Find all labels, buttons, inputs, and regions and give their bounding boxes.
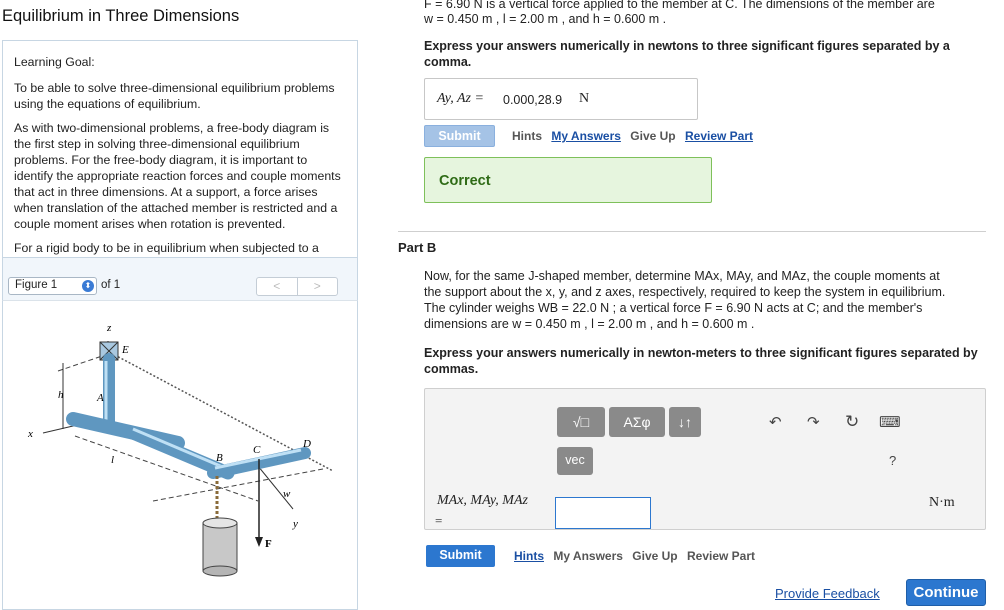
undo-icon[interactable]: ↶ [769,414,782,431]
j-member-diagram [3,301,359,610]
select-spinner-icon: ⬍ [82,280,94,292]
part-b-answer-label: MAx, MAy, MAz [437,493,528,508]
figure-area [2,300,358,610]
continue-button[interactable]: Continue [906,579,986,606]
label-A: A [97,392,104,404]
page-title: Equilibrium in Three Dimensions [2,7,240,25]
greek-symbols-button[interactable]: ΑΣφ [609,407,665,437]
correct-status: Correct [439,173,491,189]
part-b-heading: Part B [398,240,437,255]
part-b-give-up-link[interactable]: Give Up [632,549,678,563]
part-a-line-2: w = 0.450 m , l = 2.00 m , and h = 0.600 m . [424,12,667,26]
learning-goal-para-2: As with two-dimensional problems, a free-body diagram is the first step in solving three-dimensional equilibrium problems. For the free-body diagram, it is important to identify the appropriate reaction forces and couple moments that act in three dimensions. At a support, a force arises when translation of the attached member is restricted and a couple moment arises when rotation is prevented. [14,121,341,231]
figure-pager[interactable] [256,277,338,296]
part-a-submit-button[interactable]: Submit [424,125,495,147]
part-a-instruction: Express your answers numerically in newtons to three significant figures separated by a comma. [424,39,950,69]
member-long-hi [133,429,225,468]
part-b-equals: = [435,513,443,528]
figure-next-button[interactable]: > [297,278,338,295]
part-a-review-part-link[interactable]: Review Part [684,129,754,143]
part-b-line-4: dimensions are w = 0.450 m , l = 2.00 m , and h = 0.600 m . [424,317,755,331]
part-a-line-1: F = 6.90 N is a vertical force applied to the member at C. The dimensions of the member are [424,0,935,11]
correct-feedback [424,157,712,203]
part-b-line-2: the support about the x, y, and z axes, respectively, required to keep the system in equilibrium. [424,285,946,299]
label-C: C [253,444,261,456]
part-b-submit-button[interactable]: Submit [426,545,495,567]
part-b-text [424,268,994,332]
part-a-intro [424,0,994,27]
label-l: l [111,454,115,466]
label-y: y [293,518,298,530]
vec-button[interactable]: vec [557,447,593,475]
part-b-answer-unit: N·m [929,495,955,510]
figure-count: of 1 [101,279,121,291]
part-a-answer-value[interactable]: 0.000,28.9 [503,93,563,107]
help-icon[interactable]: ? [889,453,897,468]
part-a-answer-label: Ay, Az = [437,91,484,106]
learning-goal-heading: Learning Goal: [14,55,95,69]
part-a-give-up-link[interactable]: Give Up [630,129,676,143]
sqrt-template-button[interactable]: √□ [557,407,605,437]
part-b-review-part-link[interactable]: Review Part [686,549,756,563]
learning-goal-box[interactable] [2,40,358,258]
part-b-line-1: Now, for the same J-shaped member, determine MAx, MAy, and MAz, the couple moments at [424,269,940,283]
w-dimension-line [153,469,323,501]
part-b-answer-input[interactable] [555,497,651,529]
label-E: E [122,344,129,356]
provide-feedback-link[interactable]: Provide Feedback [775,586,880,601]
redo-icon[interactable]: ↷ [807,414,820,431]
part-a-my-answers-link[interactable]: My Answers [551,129,621,143]
label-w: w [283,488,291,500]
part-b-links [514,549,755,563]
part-b-hints-link[interactable]: Hints [514,549,544,563]
part-a-answer-unit: N [579,91,590,106]
math-editor [424,388,986,530]
part-a-hints-link[interactable]: Hints [512,129,542,143]
label-x: x [28,428,33,440]
reset-icon[interactable]: ↻ [845,412,860,431]
figure-prev-button[interactable]: < [273,279,281,293]
part-a-links [512,129,753,143]
label-h: h [58,389,64,401]
part-divider [398,231,986,232]
figure-select[interactable] [8,277,97,295]
part-b-instruction: Express your answers numerically in newton-meters to three significant figures separated by commas. [424,346,978,376]
label-B: B [216,452,223,464]
learning-goal-para-1: To be able to solve three-dimensional equilibrium problems using the equations of equilibrium. [14,81,335,111]
subsup-button[interactable]: ↓↑ [669,407,701,437]
figure-select-value: Figure 1 [15,279,58,291]
learning-goal-para-3: For a rigid body to be in equilibrium when subjected to a [14,241,319,255]
label-z: z [107,322,112,334]
part-a-answer-box[interactable] [424,78,698,120]
label-D: D [303,438,311,450]
part-b-my-answers-link[interactable]: My Answers [553,549,623,563]
part-b-line-3: The cylinder weighs WB = 22.0 N ; a vertical force F = 6.90 N acts at C; and the member's [424,301,923,315]
keyboard-icon[interactable]: ⌨ [879,414,901,431]
cylinder [203,523,237,571]
label-F: F [265,538,272,550]
